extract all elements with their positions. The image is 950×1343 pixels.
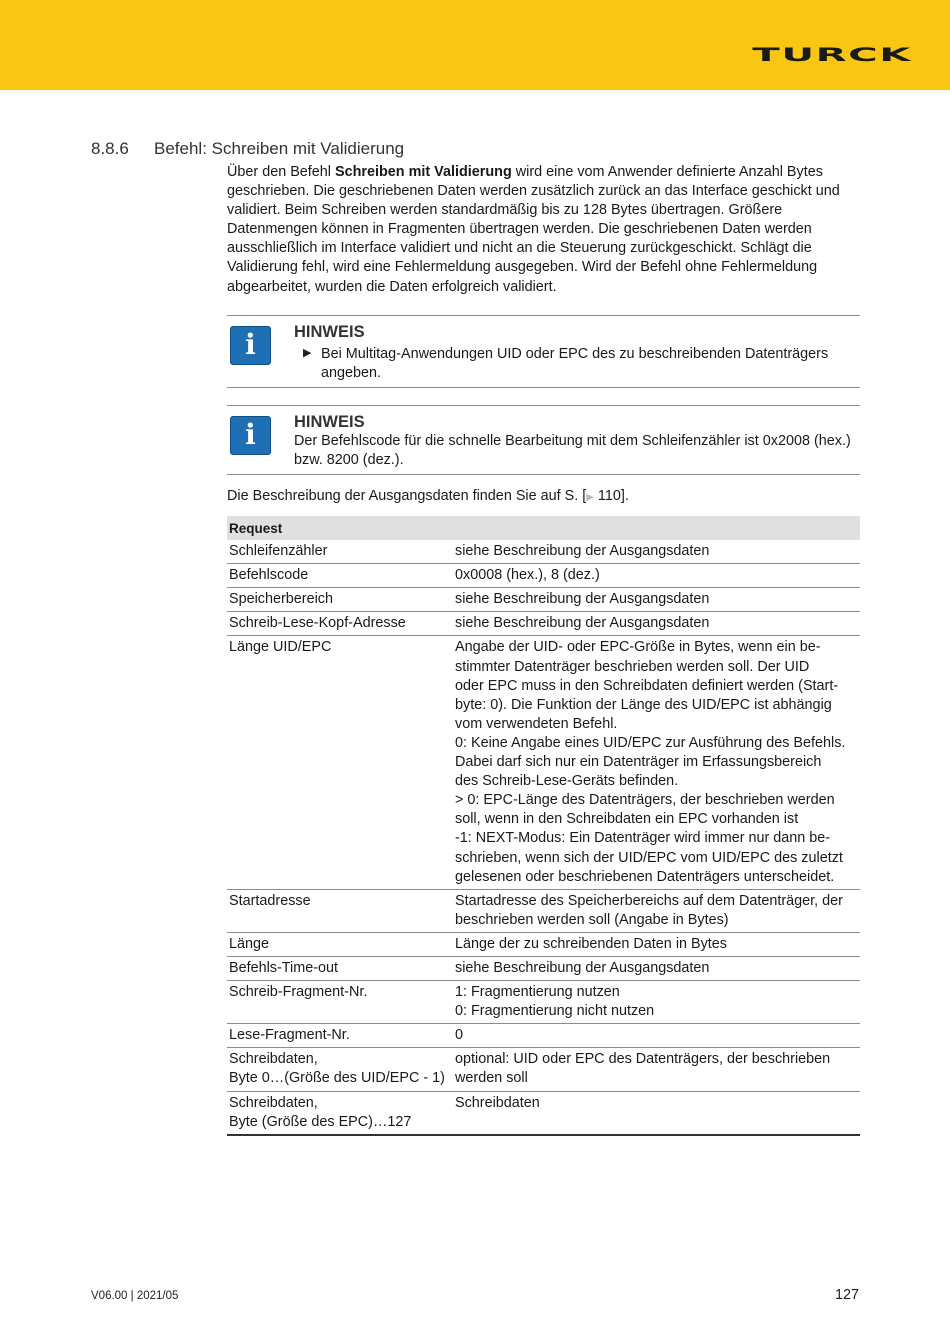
description-cell	[453, 540, 860, 564]
parameter-cell	[227, 588, 453, 612]
request-table	[227, 516, 860, 1136]
cell-line: Schreibdaten,	[229, 1051, 318, 1068]
table-row	[227, 932, 860, 956]
cell-line: -1: NEXT-Modus: Ein Datenträger wird immer nur dann be-	[455, 830, 831, 847]
parameter-cell	[227, 540, 453, 564]
parameter-cell	[227, 889, 453, 932]
page-link[interactable]: 110	[593, 488, 621, 504]
table-row	[227, 564, 860, 588]
cell-line: byte: 0). Die Funktion der Länge des UID/EPC ist abhängig	[455, 696, 832, 713]
table-row	[227, 1048, 860, 1091]
header-band	[0, 0, 950, 90]
cell-line: 1: Fragmentierung nutzen	[455, 984, 620, 1001]
intro-text-rest: wird eine vom Anwender definierte Anzahl Bytes geschrieben. Die geschriebenen Daten werden zusätzlich zurück an das Interface geschickt und validiert. Beim Schreiben werden standardmäßig bis zu 128 Bytes übertragen. Größere Datenmengen können in Fragmenten übertragen werden. Die geschriebenen Daten werden ausschließlich im Interface validiert und nicht an die Steuerung zurückgeschickt. Schlägt die Validierung fehl, wird eine Fehlermeldung ausgegeben. Wird der Befehl ohne Fehlermeldung abgearbeitet, wurden die Daten erfolgreich validiert.	[227, 164, 840, 295]
cell-line: Länge UID/EPC	[229, 639, 332, 656]
cell-line: Startadresse	[229, 892, 311, 909]
cell-line: Länge	[229, 935, 270, 952]
note-text: Der Befehlscode für die schnelle Bearbeitung mit dem Schleifenzähler ist 0x2008 (hex.) bzw. 8200 (dez.).	[294, 433, 851, 469]
parameter-cell	[227, 1048, 453, 1091]
cell-line: siehe Beschreibung der Ausgangsdaten	[455, 591, 710, 608]
info-icon: i	[230, 326, 271, 365]
cell-line: Angabe der UID- oder EPC-Größe in Bytes, wenn ein be-	[455, 639, 821, 656]
cell-line: werden soll	[455, 1070, 528, 1087]
cell-line: optional: UID oder EPC des Datenträgers, der beschrieben	[455, 1051, 831, 1068]
turck-logo: TURCK	[752, 44, 912, 66]
bullet-arrow-icon: ▶	[303, 347, 312, 359]
request-table-header: Request	[227, 516, 860, 540]
note-box-multitag	[227, 315, 860, 388]
description-cell	[453, 636, 860, 889]
cell-line: Befehls-Time-out	[229, 959, 339, 976]
table-row	[227, 1091, 860, 1135]
cell-line: Speicherbereich	[229, 591, 333, 608]
table-row	[227, 636, 860, 889]
table-row	[227, 588, 860, 612]
cell-line: gelesenen oder beschriebenen Datenträgers unterscheidet.	[455, 868, 835, 885]
cell-line: oder EPC muss in den Schreibdaten definiert werden (Start-	[455, 677, 839, 694]
table-row	[227, 540, 860, 564]
section-title: Befehl: Schreiben mit Validierung	[154, 139, 405, 158]
parameter-cell	[227, 956, 453, 980]
intro-text-start: Über den Befehl	[227, 164, 336, 180]
parameter-cell	[227, 612, 453, 636]
parameter-cell	[227, 1091, 453, 1135]
intro-command-name: Schreiben mit Validierung	[335, 164, 512, 180]
page-number: 127	[834, 1287, 859, 1303]
cell-line: siehe Beschreibung der Ausgangsdaten	[455, 959, 710, 976]
section-number: 8.8.6	[91, 139, 129, 158]
description-cell	[453, 932, 860, 956]
cell-line: > 0: EPC-Länge des Datenträgers, der beschrieben werden	[455, 792, 835, 809]
cell-line: Befehlscode	[229, 567, 309, 584]
parameter-cell	[227, 564, 453, 588]
cell-line: Byte (Größe des EPC)…127	[229, 1113, 412, 1130]
reference-text: Die Beschreibung der Ausgangsdaten finden Sie auf S. [	[227, 488, 587, 504]
cell-line: 0: Keine Angabe eines UID/EPC zur Ausführung des Befehls.	[455, 734, 846, 751]
cell-line: Länge der zu schreibenden Daten in Bytes	[455, 935, 728, 952]
cell-line: Lese-Fragment-Nr.	[229, 1027, 350, 1044]
cell-line: vom verwendeten Befehl.	[455, 715, 618, 732]
table-row	[227, 1024, 860, 1048]
description-cell	[453, 1091, 860, 1135]
cell-line: Dabei darf sich nur ein Datenträger im Erfassungsbereich	[455, 754, 822, 771]
cell-line: schrieben, wenn sich der UID/EPC vom UID/EPC des zuletzt	[455, 849, 843, 866]
description-cell	[453, 889, 860, 932]
note-text: Bei Multitag-Anwendungen UID oder EPC des zu beschreibenden Datenträgers angeben.	[321, 346, 829, 382]
table-row	[227, 612, 860, 636]
parameter-cell	[227, 932, 453, 956]
cell-line: beschrieben werden soll (Angabe in Bytes)	[455, 911, 729, 928]
description-cell	[453, 1024, 860, 1048]
cell-line: 0x0008 (hex.), 8 (dez.)	[455, 567, 600, 584]
cell-line: siehe Beschreibung der Ausgangsdaten	[455, 615, 710, 632]
table-row	[227, 981, 860, 1024]
table-row	[227, 889, 860, 932]
reference-text-end: ].	[620, 488, 629, 504]
description-cell	[453, 564, 860, 588]
note-title: HINWEIS	[294, 323, 365, 341]
description-cell	[453, 981, 860, 1024]
cell-line: 0	[455, 1027, 464, 1044]
parameter-cell	[227, 981, 453, 1024]
cell-line: siehe Beschreibung der Ausgangsdaten	[455, 543, 710, 560]
output-data-reference	[227, 488, 629, 504]
cell-line: Schreibdaten,	[229, 1094, 318, 1111]
cell-line: Startadresse des Speicherbereichs auf dem Datenträger, der	[455, 892, 843, 909]
table-row	[227, 956, 860, 980]
cell-line: Schreib-Fragment-Nr.	[229, 984, 368, 1001]
cell-line: stimmter Datenträger beschrieben werden soll. Der UID	[455, 658, 810, 675]
cell-line: des Schreib-Lese-Geräts befinden.	[455, 773, 679, 790]
description-cell	[453, 956, 860, 980]
request-table-body	[227, 540, 860, 1135]
cell-line: Schreibdaten	[455, 1094, 540, 1111]
cell-line: Byte 0…(Größe des UID/EPC - 1)	[229, 1070, 445, 1087]
description-cell	[453, 588, 860, 612]
footer-version: V06.00 | 2021/05	[91, 1290, 179, 1302]
intro-paragraph	[227, 163, 867, 297]
parameter-cell	[227, 1024, 453, 1048]
info-icon: i	[230, 416, 271, 455]
note-title: HINWEIS	[294, 413, 365, 431]
parameter-cell	[227, 636, 453, 889]
note-box-command-code	[227, 405, 860, 475]
cell-line: soll, wenn in den Schreibdaten ein EPC vorhanden ist	[455, 811, 799, 828]
cell-line: 0: Fragmentierung nicht nutzen	[455, 1003, 655, 1020]
description-cell	[453, 612, 860, 636]
page-link-arrow-icon: ▶	[586, 492, 594, 503]
description-cell	[453, 1048, 860, 1091]
cell-line: Schleifenzähler	[229, 543, 328, 560]
cell-line: Schreib-Lese-Kopf-Adresse	[229, 615, 406, 632]
